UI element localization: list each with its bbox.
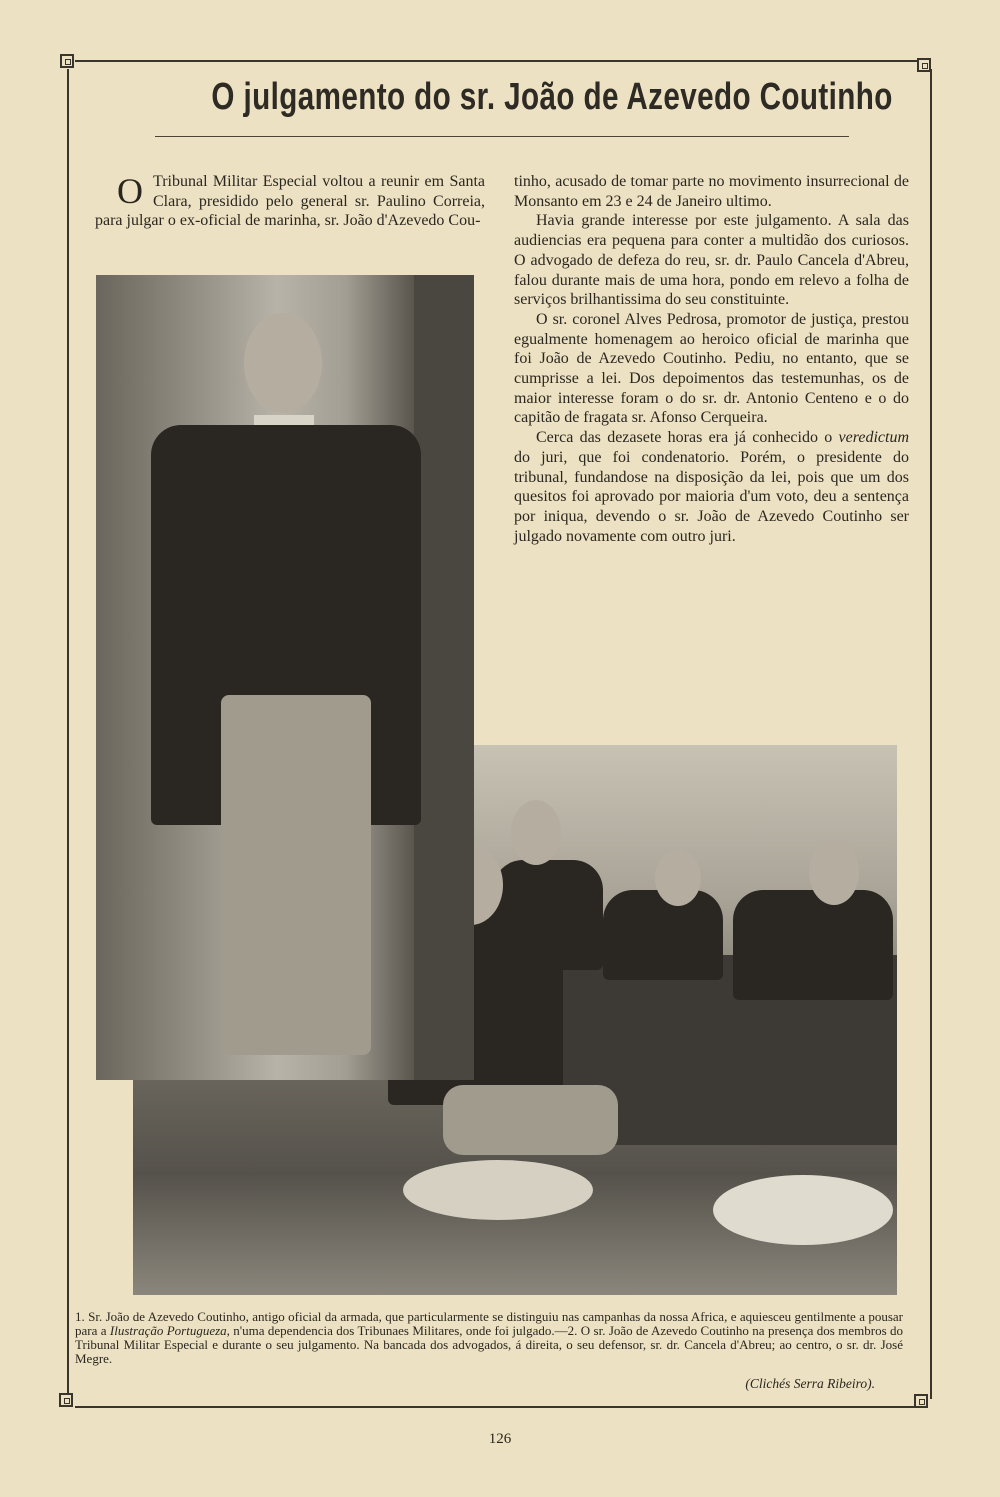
portrait-trousers bbox=[221, 695, 371, 1055]
hat-on-table-left bbox=[403, 1160, 593, 1220]
corner-ornament-bottom-left bbox=[59, 1393, 73, 1407]
left-paragraph-text: Tribunal Militar Especial voltou a reunir em Santa Clara, presidido pelo general sr. Paulino Correia, para julgar o ex-oficial de marinha, sr. João d'Azevedo Cou- bbox=[95, 173, 485, 230]
frame-bottom-rule bbox=[75, 1406, 920, 1408]
caption-magazine-name: Ilustração Portugueza bbox=[109, 1323, 227, 1338]
judge-figure-center bbox=[603, 890, 723, 980]
photo-credit: (Clichés Serra Ribeiro). bbox=[745, 1376, 875, 1391]
p4-italic-term: veredictum bbox=[838, 429, 909, 447]
defendant-legs bbox=[443, 1085, 618, 1155]
judge-head-left bbox=[511, 800, 561, 865]
p4-text-before: Cerca das dezasete horas era já conhecido o bbox=[536, 429, 839, 447]
doorframe bbox=[414, 275, 474, 1080]
p4-text-after: do juri, que foi condenatorio. Porém, o presidente do tribunal, fundandose na disposição da lei, pois que um dos quesitos foi aprovado por maioria d'um voto, deu a sentença por iniqua, devendo o sr. João de Azevedo Coutinho ser julgado novamente com outro juri. bbox=[514, 448, 909, 545]
title-underline bbox=[155, 136, 849, 137]
portrait-photo bbox=[96, 275, 474, 1080]
corner-ornament-bottom-right bbox=[914, 1394, 928, 1408]
hat-on-table-right bbox=[713, 1175, 893, 1245]
frame-right-rule bbox=[930, 69, 932, 1399]
right-paragraph-3: O sr. coronel Alves Pedrosa, promotor de justiça, prestou egualmente homenagem ao heroico oficial de marinha que foi João de Azevedo Coutinho. Pediu, no entanto, que se cumprisse a lei. Dos depoimentos das testemunhas, os de maior interesse foram o do sr. dr. Antonio Centeno e o do capitão de fragata sr. Afonso Cerqueira. bbox=[514, 310, 909, 427]
caption-text-after: , n'uma dependencia dos Tribunaes Militares, onde foi julgado.—2. O sr. João de Azevedo Coutinho na presença dos membros do Tribunal Militar Especial e durante o seu julgamento. Na bancada dos advogados, á direita, o seu defensor, sr. dr. Cancela d'Abreu; ao centro, o sr. dr. José Megre. bbox=[75, 1323, 904, 1366]
judge-head-right bbox=[809, 840, 859, 905]
corner-ornament-top-left bbox=[60, 54, 74, 68]
article-title: O julgamento do sr. João de Azevedo Coutinho bbox=[211, 76, 893, 118]
corner-ornament-top-right bbox=[917, 58, 931, 72]
right-paragraph-4 bbox=[514, 428, 909, 546]
caption-text-before: 1. Sr. João de Azevedo Coutinho, antigo oficial da armada, que particularmente se distinguiu nas campanhas da nossa Africa, e aquiesceu gentilmente a pousar para a bbox=[75, 1309, 903, 1338]
frame-left-rule bbox=[67, 69, 69, 1399]
judge-head-center bbox=[655, 850, 701, 906]
page-number: 126 bbox=[488, 1431, 512, 1447]
left-paragraph bbox=[95, 172, 485, 231]
left-column bbox=[95, 172, 485, 231]
right-column bbox=[514, 172, 909, 546]
right-paragraph-1: tinho, acusado de tomar parte no movimento insurrecional de Monsanto em 23 e 24 de Janeiro ultimo. bbox=[514, 173, 909, 210]
photo-caption bbox=[75, 1310, 903, 1366]
right-paragraph-2: Havia grande interesse por este julgamento. A sala das audiencias era pequena para conter a multidão dos curiosos. O advogado de defeza do reu, sr. dr. Paulo Cancela d'Abreu, falou durante mais de uma hora, pondo em relevo a folha de serviços brilhantissima do seu constituinte. bbox=[514, 212, 909, 309]
drop-cap: O bbox=[117, 171, 143, 211]
judge-figure-right bbox=[733, 890, 893, 1000]
portrait-head bbox=[244, 313, 322, 413]
frame-top-rule bbox=[75, 60, 920, 62]
